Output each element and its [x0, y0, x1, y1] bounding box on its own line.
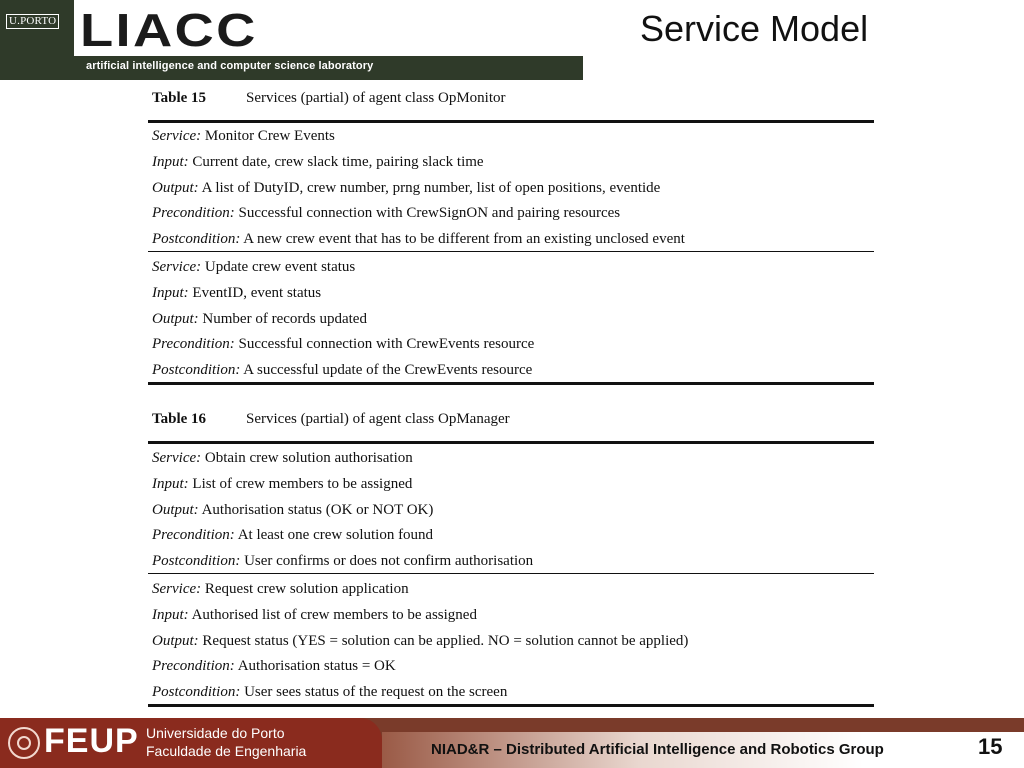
services-table-15: [148, 86, 874, 386]
service-field-row: [152, 231, 685, 248]
services-table-16: [148, 407, 874, 707]
field-value: Update crew event status: [201, 259, 356, 275]
service-field-row: [152, 450, 413, 467]
field-value: Number of records updated: [198, 310, 367, 327]
field-value: User sees status of the request on the screen: [240, 684, 508, 701]
field-value: EventID, event status: [188, 284, 322, 301]
table-title: Services (partial) of agent class OpMonitor: [246, 90, 506, 106]
table-bottom-rule: [148, 704, 874, 707]
field-value: Request status (YES = solution can be applied. NO = solution cannot be applied): [198, 632, 689, 649]
service-field-row: [152, 581, 409, 598]
field-value: User confirms or does not confirm authorisation: [240, 553, 534, 570]
field-value: A new crew event that has to be different from an existing unclosed event: [240, 231, 685, 248]
field-value: Request crew solution application: [201, 581, 409, 597]
service-field-row: [152, 180, 660, 197]
field-label: Service:: [152, 450, 202, 466]
field-value: A successful update of the CrewEvents resource: [240, 362, 533, 379]
field-value: Successful connection with CrewEvents resource: [234, 336, 535, 353]
service-field-row: [152, 553, 533, 570]
field-value: Successful connection with CrewSignON and pairing resources: [234, 205, 621, 222]
uporto-logo: U.PORTO: [6, 14, 59, 29]
group-name: NIAD&R – Distributed Artificial Intelligence and Robotics Group: [431, 741, 884, 758]
field-label: Service:: [152, 259, 202, 275]
service-field-row: [152, 502, 433, 519]
service-field-row: [152, 128, 335, 145]
field-label: Input:: [152, 153, 189, 170]
service-field-row: [152, 285, 321, 302]
field-label: Postcondition:: [152, 362, 241, 379]
slide-title: Service Model: [640, 8, 869, 49]
table-title: Services (partial) of agent class OpManager: [246, 411, 510, 427]
field-label: Input:: [152, 284, 189, 301]
field-value: Current date, crew slack time, pairing slack time: [188, 153, 484, 170]
field-label: Precondition:: [152, 336, 235, 353]
service-field-row: [152, 154, 484, 171]
field-value: List of crew members to be assigned: [188, 475, 413, 492]
field-value: A list of DutyID, crew number, prng number, list of open positions, eventide: [198, 179, 661, 196]
field-value: At least one crew solution found: [234, 527, 434, 544]
field-label: Precondition:: [152, 205, 235, 222]
table-bottom-rule: [148, 382, 874, 385]
field-label: Input:: [152, 606, 189, 623]
page-number: 15: [978, 734, 1003, 759]
field-value: Monitor Crew Events: [201, 128, 335, 144]
field-label: Precondition:: [152, 658, 235, 675]
service-divider: [148, 573, 874, 574]
lab-subtitle: artificial intelligence and computer science laboratory: [86, 60, 374, 72]
table-number: Table 16: [152, 411, 207, 427]
field-label: Postcondition:: [152, 684, 241, 701]
service-field-row: [152, 633, 688, 650]
field-label: Service:: [152, 128, 202, 144]
table-top-rule: [148, 120, 874, 123]
field-label: Precondition:: [152, 527, 235, 544]
table-caption: [152, 90, 506, 107]
service-field-row: [152, 362, 532, 379]
table-top-rule: [148, 441, 874, 444]
service-field-row: [152, 607, 477, 624]
field-label: Output:: [152, 632, 199, 649]
service-field-row: [152, 205, 620, 222]
liacc-logo: LIACC: [80, 4, 258, 56]
faculty-name: Faculdade de Engenharia: [146, 743, 307, 759]
field-value: Obtain crew solution authorisation: [201, 450, 413, 466]
university-name: Universidade do Porto: [146, 725, 285, 741]
service-field-row: [152, 476, 412, 493]
field-label: Input:: [152, 475, 189, 492]
field-label: Output:: [152, 179, 199, 196]
field-label: Service:: [152, 581, 202, 597]
service-field-row: [152, 259, 355, 276]
uporto-logo-tile: [0, 0, 74, 56]
field-value: Authorised list of crew members to be assigned: [188, 606, 477, 623]
service-divider: [148, 251, 874, 252]
field-label: Output:: [152, 310, 199, 327]
university-seal-icon: [8, 727, 40, 759]
service-field-row: [152, 336, 534, 353]
feup-logo: FEUP: [44, 722, 139, 760]
field-value: Authorisation status = OK: [234, 658, 396, 675]
field-label: Postcondition:: [152, 553, 241, 570]
service-field-row: [152, 311, 367, 328]
table-caption: [152, 411, 510, 428]
service-field-row: [152, 658, 396, 675]
table-number: Table 15: [152, 90, 207, 106]
field-label: Output:: [152, 501, 199, 518]
service-field-row: [152, 684, 507, 701]
field-value: Authorisation status (OK or NOT OK): [198, 501, 434, 518]
field-label: Postcondition:: [152, 231, 241, 248]
service-field-row: [152, 527, 433, 544]
